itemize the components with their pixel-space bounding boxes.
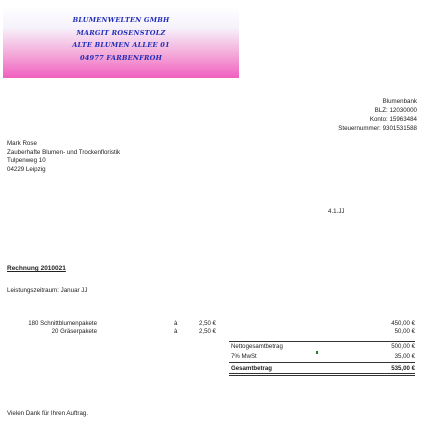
vat-value: 35,00 € — [394, 353, 415, 360]
company-owner: MARGIT ROSENSTOLZ — [76, 28, 166, 37]
grand-total-value: 535,00 € — [391, 365, 415, 372]
vat-row — [0, 353, 429, 361]
item-at: à — [174, 328, 178, 335]
item-description: 20 Gräserpakete — [51, 328, 97, 335]
summary-divider — [229, 341, 415, 342]
item-at: à — [174, 320, 178, 327]
bank-details — [338, 97, 417, 133]
vat-underline — [229, 362, 415, 363]
invoice-title: Rechnung 2010021 — [7, 265, 66, 272]
green-mark — [316, 351, 318, 354]
line-item — [0, 320, 429, 328]
service-period: Leistungszeitraum: Januar JJ — [7, 287, 88, 294]
item-amount: 50,00 € — [394, 328, 415, 335]
recipient-name: Mark Rose — [7, 140, 37, 147]
company-address — [3, 14, 239, 64]
thank-you-note: Vielen Dank für Ihren Auftrag. — [7, 410, 89, 417]
bank-account: Konto: 15963484 — [369, 116, 417, 124]
total-underline-2 — [229, 375, 415, 376]
recipient-address — [7, 140, 120, 175]
recipient-city: 04229 Leipzig — [7, 166, 46, 174]
letterhead-banner — [3, 6, 239, 78]
line-item — [0, 328, 429, 336]
item-unit-price: 2,50 € — [199, 320, 216, 327]
tax-number: Steuernummer: 9301531588 — [338, 125, 417, 133]
net-total-value: 500,00 € — [391, 343, 415, 350]
vat-label: 7% MwSt — [231, 353, 257, 360]
item-unit-price: 2,50 € — [199, 328, 216, 335]
company-name: BLUMENWELTEN GMBH — [72, 16, 170, 24]
net-total-label: Nettogesamtbetrag — [231, 343, 283, 350]
total-underline-1 — [229, 373, 415, 374]
recipient-company: Zauberhafte Blumen- und Trockenfloristik — [7, 148, 121, 156]
invoice-date: 4.1.JJ — [328, 208, 345, 215]
net-total-row — [0, 343, 429, 351]
bank-blz: BLZ: 12030000 — [374, 107, 417, 115]
company-city: 04977 FARBENFROH — [79, 53, 163, 62]
grand-total-row — [0, 365, 429, 373]
item-description: 180 Schnittblumenpakete — [28, 320, 97, 327]
company-street: ALTE BLUMEN ALLEE 01 — [72, 41, 170, 49]
bank-name: Blumenbank — [382, 98, 417, 105]
item-amount: 450,00 € — [391, 320, 415, 327]
recipient-street: Tulpenweg 10 — [7, 157, 46, 165]
grand-total-label: Gesamtbetrag — [231, 365, 272, 372]
